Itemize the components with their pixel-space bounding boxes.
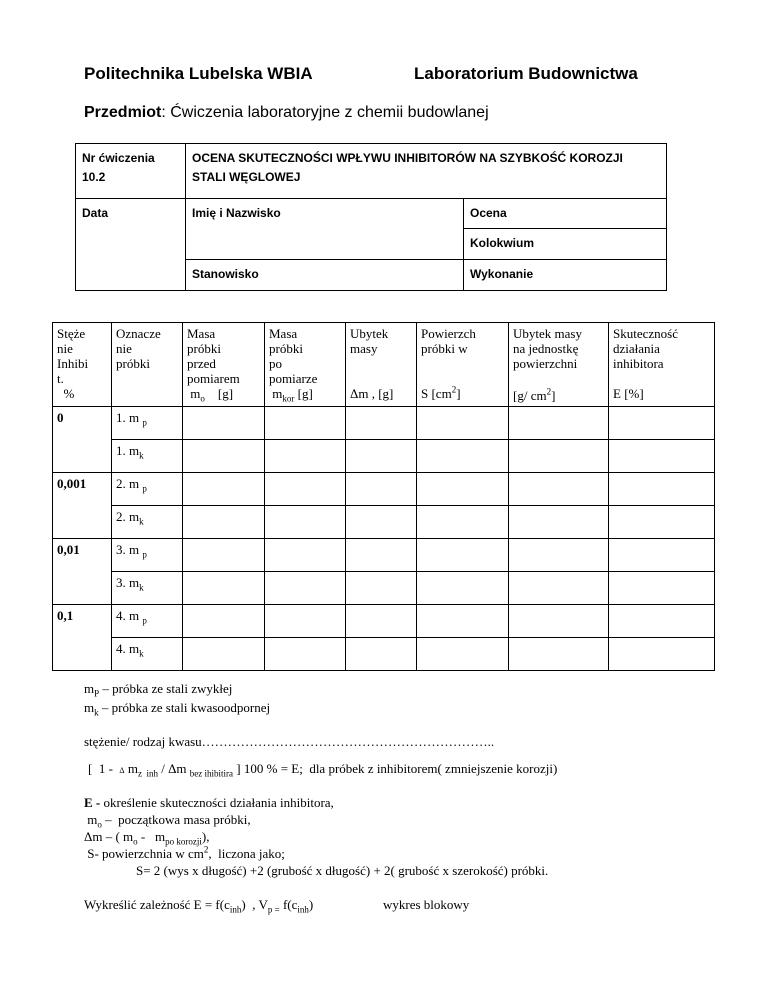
data-cell[interactable] bbox=[609, 440, 715, 473]
data-cell[interactable] bbox=[417, 638, 509, 671]
definition-dm bbox=[84, 828, 209, 845]
data-cell[interactable] bbox=[509, 539, 609, 572]
measurement-table bbox=[52, 322, 715, 671]
data-cell[interactable] bbox=[265, 638, 346, 671]
header-text: Ubytek bbox=[350, 326, 389, 341]
note-sub: o bbox=[133, 836, 138, 847]
sample-sub: p bbox=[142, 417, 147, 428]
subject-label: Przedmiot bbox=[84, 104, 162, 121]
header-text: powierzchni bbox=[513, 356, 578, 371]
note-text: - m bbox=[137, 829, 166, 844]
header-text: nie bbox=[116, 341, 132, 356]
header-text: Stęże bbox=[57, 326, 86, 341]
unit-text: [g] bbox=[294, 386, 313, 401]
university-name: Politechnika Lubelska WBIA bbox=[84, 64, 313, 83]
concentration-cell: 0,01 bbox=[53, 539, 112, 605]
exercise-number-cell bbox=[76, 144, 186, 199]
note-text: – próbka ze stali zwykłej bbox=[99, 681, 233, 696]
header-text: próbki w bbox=[421, 341, 468, 356]
unit-sup: 2 bbox=[451, 384, 457, 395]
header-text: po bbox=[269, 356, 282, 371]
sample-label: 2. m bbox=[116, 476, 140, 491]
header-text: Skuteczność bbox=[613, 326, 678, 341]
note-text: S- powierzchnia w cm bbox=[84, 846, 204, 861]
note-text: m bbox=[84, 812, 98, 827]
table-row bbox=[53, 407, 715, 440]
sample-label: 3. m bbox=[116, 542, 140, 557]
note-text: m bbox=[84, 700, 95, 715]
header-row bbox=[53, 323, 715, 407]
name-cell[interactable] bbox=[186, 199, 464, 260]
data-cell[interactable] bbox=[183, 605, 265, 638]
data-cell[interactable] bbox=[183, 539, 265, 572]
note-text: Δm – ( m bbox=[84, 829, 134, 844]
unit-text: ] bbox=[456, 386, 461, 401]
exercise-number-label: Nr ćwiczenia bbox=[82, 151, 155, 165]
data-cell[interactable] bbox=[609, 407, 715, 440]
sample-mark-cell bbox=[112, 473, 183, 506]
unit-text: [g] bbox=[204, 386, 234, 401]
execution-cell[interactable] bbox=[464, 260, 667, 291]
data-cell[interactable] bbox=[183, 473, 265, 506]
header-text: t. bbox=[57, 371, 64, 386]
header-text: próbki bbox=[269, 341, 303, 356]
note-sub: z inh bbox=[137, 768, 158, 779]
header-text: pomiarem bbox=[187, 371, 240, 386]
table-row bbox=[53, 473, 715, 506]
sample-label: 4. m bbox=[116, 641, 140, 656]
definition-e bbox=[84, 794, 334, 811]
header-unit bbox=[269, 386, 341, 404]
note-text: Wykreślić zależność E = f(c bbox=[84, 897, 230, 912]
note-sub: po korozji bbox=[165, 836, 202, 847]
data-cell[interactable] bbox=[609, 605, 715, 638]
sample-mark-cell bbox=[112, 506, 183, 539]
sample-sub: k bbox=[139, 648, 144, 659]
data-cell[interactable] bbox=[265, 506, 346, 539]
header-text: przed bbox=[187, 356, 216, 371]
data-cell[interactable] bbox=[346, 407, 417, 440]
sample-mark-cell bbox=[112, 638, 183, 671]
header-mass-after bbox=[265, 323, 346, 407]
sample-mark-cell bbox=[112, 440, 183, 473]
header-text: próbki bbox=[187, 341, 221, 356]
sample-sub: p bbox=[142, 549, 147, 560]
data-cell[interactable] bbox=[183, 572, 265, 605]
unit-text: m bbox=[187, 386, 201, 401]
header-text: Masa bbox=[187, 326, 216, 341]
colloquium-cell[interactable] bbox=[464, 229, 667, 260]
subject-line bbox=[84, 104, 489, 122]
concentration-cell: 0,001 bbox=[53, 473, 112, 539]
note-text: / Δm bbox=[157, 761, 190, 776]
header-unit: Δm , [g] bbox=[350, 386, 394, 401]
note-text: , liczona jako; bbox=[208, 846, 285, 861]
grade-cell[interactable] bbox=[464, 199, 667, 229]
note-text: – początkowa masa próbki, bbox=[101, 812, 251, 827]
data-cell[interactable] bbox=[183, 407, 265, 440]
header-text: Powierzch bbox=[421, 326, 476, 341]
definition-s bbox=[84, 845, 285, 862]
header-text: inhibitora bbox=[613, 356, 664, 371]
table-row bbox=[53, 506, 715, 539]
legend-mk bbox=[84, 699, 270, 716]
header-text: pomiarze bbox=[269, 371, 318, 386]
data-cell[interactable] bbox=[265, 539, 346, 572]
sample-label: 1. m bbox=[116, 443, 140, 458]
note-small: Δ bbox=[119, 766, 125, 775]
note-sub: P bbox=[94, 688, 100, 699]
header-text: nie bbox=[57, 341, 73, 356]
header-unit bbox=[187, 386, 260, 404]
header-concentration bbox=[53, 323, 112, 407]
name-label: Imię i Nazwisko bbox=[192, 206, 281, 220]
table-row bbox=[53, 539, 715, 572]
sample-mark-cell bbox=[112, 605, 183, 638]
sample-sub: k bbox=[139, 516, 144, 527]
acid-concentration-line: stężenie/ rodzaj kwasu………………………………………………………….. bbox=[84, 734, 495, 749]
exercise-title-line2: STALI WĘGLOWEJ bbox=[192, 170, 301, 184]
sample-label: 4. m bbox=[116, 608, 140, 623]
plot-type: wykres blokowy bbox=[383, 897, 470, 912]
data-cell[interactable] bbox=[346, 506, 417, 539]
sample-label: 1. m bbox=[116, 410, 140, 425]
data-cell[interactable] bbox=[346, 473, 417, 506]
sample-sub: k bbox=[139, 450, 144, 461]
data-cell[interactable] bbox=[265, 440, 346, 473]
sample-label: 3. m bbox=[116, 575, 140, 590]
note-sub: bez ihibitira bbox=[189, 768, 234, 779]
data-cell[interactable] bbox=[346, 638, 417, 671]
header-mass-loss bbox=[346, 323, 417, 407]
unit-sub: o bbox=[200, 393, 205, 404]
data-cell[interactable] bbox=[346, 440, 417, 473]
header-mass-before bbox=[183, 323, 265, 407]
data-cell[interactable] bbox=[609, 473, 715, 506]
note-sub: k bbox=[94, 707, 99, 718]
sample-sub: k bbox=[139, 582, 144, 593]
header-text: Inhibi bbox=[57, 356, 89, 371]
data-cell[interactable] bbox=[509, 440, 609, 473]
sample-sub: p bbox=[142, 615, 147, 626]
data-cell[interactable] bbox=[509, 638, 609, 671]
date-label: Data bbox=[82, 206, 109, 220]
definition-m0 bbox=[84, 811, 251, 828]
data-cell[interactable] bbox=[265, 605, 346, 638]
concentration-cell: 0,1 bbox=[53, 605, 112, 671]
sample-mark-cell bbox=[112, 539, 183, 572]
note-text: ) , V bbox=[241, 897, 268, 912]
data-cell[interactable] bbox=[346, 572, 417, 605]
station-cell[interactable] bbox=[186, 260, 464, 291]
table-row bbox=[53, 605, 715, 638]
note-sup: 2 bbox=[203, 844, 209, 855]
data-cell[interactable] bbox=[417, 407, 509, 440]
note-text: m bbox=[124, 761, 138, 776]
sample-sub: p bbox=[142, 483, 147, 494]
note-sub: o bbox=[97, 819, 102, 830]
unit-text: S [cm bbox=[421, 386, 452, 401]
data-cell[interactable] bbox=[609, 572, 715, 605]
data-cell[interactable] bbox=[265, 572, 346, 605]
note-text: określenie skuteczności działania inhibitora, bbox=[100, 795, 334, 810]
legend-mp bbox=[84, 680, 232, 697]
lab-name: Laboratorium Budownictwa bbox=[414, 64, 638, 83]
data-cell[interactable] bbox=[183, 638, 265, 671]
grade-label: Ocena bbox=[470, 206, 507, 220]
data-cell[interactable] bbox=[509, 473, 609, 506]
date-cell[interactable] bbox=[76, 199, 186, 291]
exercise-title-cell bbox=[186, 144, 667, 199]
note-text: ), bbox=[201, 829, 210, 844]
header-area bbox=[417, 323, 509, 407]
data-cell[interactable] bbox=[509, 572, 609, 605]
note-sub: p = bbox=[267, 904, 280, 915]
exercise-info-table bbox=[75, 143, 667, 291]
table-row bbox=[53, 572, 715, 605]
data-cell[interactable] bbox=[609, 506, 715, 539]
header-unit: E [%] bbox=[613, 386, 644, 401]
header-text: Oznacze bbox=[116, 326, 161, 341]
unit-text: m bbox=[269, 386, 283, 401]
surface-formula: S= 2 (wys x długość) +2 (grubość x długość) + 2( grubość x szerokość) próbki. bbox=[136, 863, 549, 878]
unit-sub: kor bbox=[282, 393, 295, 404]
data-cell[interactable] bbox=[265, 473, 346, 506]
header-text: Masa bbox=[269, 326, 298, 341]
note-text: – próbka ze stali kwasoodpornej bbox=[98, 700, 271, 715]
note-text: f(c bbox=[279, 897, 298, 912]
unit-text: ] bbox=[551, 388, 556, 403]
note-sub: inh bbox=[297, 904, 309, 915]
data-cell[interactable] bbox=[265, 407, 346, 440]
header-sample-mark bbox=[112, 323, 183, 407]
note-text: ) bbox=[308, 897, 314, 912]
header-text: masy bbox=[350, 341, 378, 356]
data-cell[interactable] bbox=[346, 539, 417, 572]
data-cell[interactable] bbox=[609, 539, 715, 572]
note-bold: E - bbox=[84, 795, 101, 810]
header-text: na jednostkę bbox=[513, 341, 579, 356]
sample-label: 2. m bbox=[116, 509, 140, 524]
plot-instruction bbox=[84, 896, 313, 913]
header-text: działania bbox=[613, 341, 660, 356]
sample-mark-cell bbox=[112, 572, 183, 605]
table-row bbox=[53, 440, 715, 473]
data-cell[interactable] bbox=[417, 605, 509, 638]
data-cell[interactable] bbox=[346, 605, 417, 638]
note-sub: inh bbox=[229, 904, 242, 915]
sample-mark-cell bbox=[112, 407, 183, 440]
concentration-cell: 0 bbox=[53, 407, 112, 473]
data-cell[interactable] bbox=[417, 440, 509, 473]
header-unit bbox=[513, 388, 604, 403]
header-text: Ubytek masy bbox=[513, 326, 582, 341]
unit-sup: 2 bbox=[546, 386, 552, 397]
exercise-title-line1: OCENA SKUTECZNOŚCI WPŁYWU INHIBITORÓW NA SZYBKOŚĆ KOROZJI bbox=[192, 151, 623, 165]
header-loss-per-area bbox=[509, 323, 609, 407]
data-cell[interactable] bbox=[509, 506, 609, 539]
note-text: [ 1 - bbox=[88, 761, 120, 776]
header-text: próbki bbox=[116, 356, 150, 371]
note-text: ] 100 % = E; dla próbek z inhibitorem( zmniejszenie korozji) bbox=[233, 761, 558, 776]
data-cell[interactable] bbox=[183, 440, 265, 473]
data-cell[interactable] bbox=[183, 506, 265, 539]
colloquium-label: Kolokwium bbox=[470, 236, 535, 250]
header-text: % bbox=[57, 386, 75, 401]
station-label: Stanowisko bbox=[192, 267, 259, 281]
data-cell[interactable] bbox=[417, 473, 509, 506]
data-cell[interactable] bbox=[417, 506, 509, 539]
header-unit bbox=[421, 386, 504, 401]
data-cell[interactable] bbox=[509, 605, 609, 638]
data-cell[interactable] bbox=[417, 572, 509, 605]
note-text: m bbox=[84, 681, 95, 696]
data-cell[interactable] bbox=[417, 539, 509, 572]
data-cell[interactable] bbox=[609, 638, 715, 671]
header-efficiency bbox=[609, 323, 715, 407]
unit-text: [g/ cm bbox=[513, 388, 547, 403]
subject-value: : Ćwiczenia laboratoryjne z chemii budowlanej bbox=[161, 104, 489, 121]
exercise-number: 10.2 bbox=[82, 170, 106, 184]
table-row bbox=[53, 638, 715, 671]
efficiency-formula bbox=[88, 760, 557, 779]
execution-label: Wykonanie bbox=[470, 267, 534, 281]
data-cell[interactable] bbox=[509, 407, 609, 440]
